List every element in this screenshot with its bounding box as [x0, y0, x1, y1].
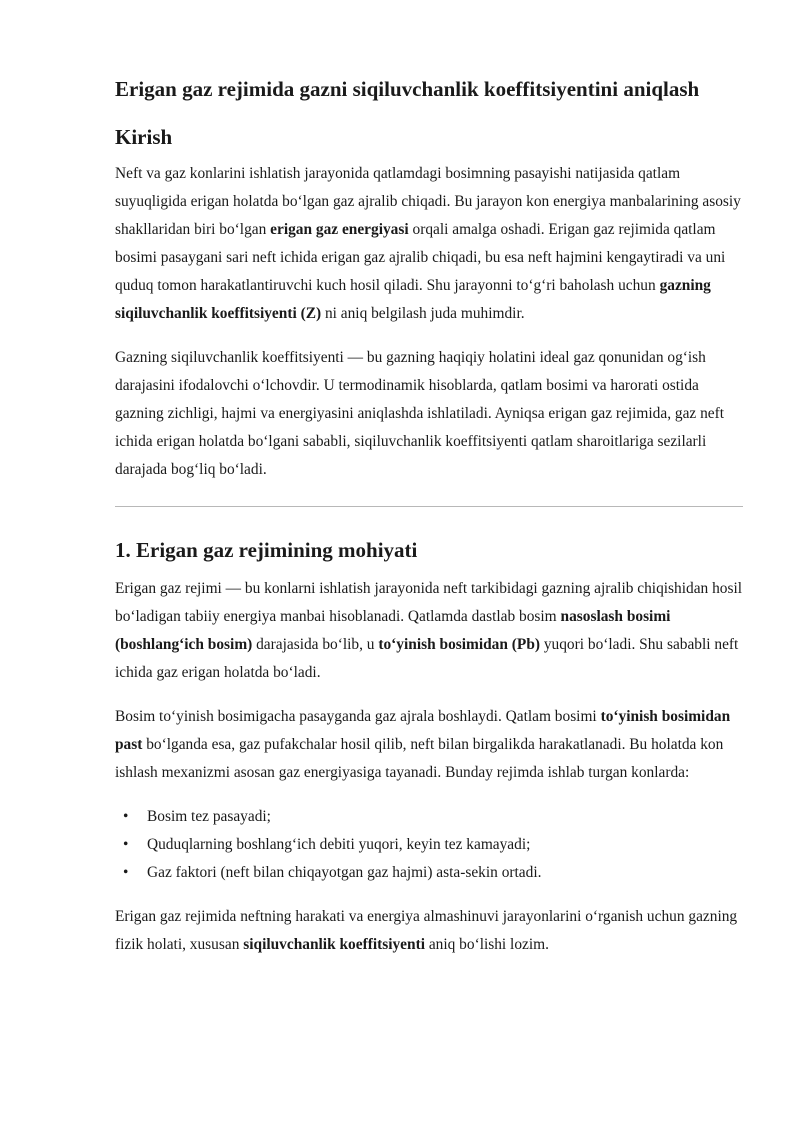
bold-term: gazning siqiluvchanlik koeffitsiyenti (Z)	[115, 277, 711, 322]
section-divider	[115, 506, 743, 507]
bold-term: to‘yinish bosimidan (Pb)	[378, 636, 540, 653]
text-run: Neft va gaz konlarini ishlatish jarayonida qatlamdagi bosimning pasayishi natijasida qatlam suyuqligida erigan holatda bo‘lgan gaz ajralib chiqadi. Bu jarayon kon energiya manbalarining asosiy shakllaridan biri bo‘lgan	[115, 165, 741, 238]
bold-term: siqiluvchanlik koeffitsiyenti	[243, 936, 425, 953]
section-1-heading: 1. Erigan gaz rejimining mohiyati	[115, 538, 418, 562]
bullet-icon: •	[123, 808, 129, 825]
bullet-icon: •	[123, 836, 129, 853]
text-run: Erigan gaz rejimi — bu konlarni ishlatish jarayonida neft tarkibidagi gazning ajralib chiqishidan hosil bo‘ladigan tabiiy energiya manbai hisoblanadi. Qatlamda dastlab bosim	[115, 580, 743, 625]
bold-term: erigan gaz energiyasi	[270, 221, 409, 238]
text-run: darajasida bo‘lib, u	[252, 636, 379, 653]
bold-term: to‘yinish bosimidan past	[115, 708, 731, 753]
section-1-paragraph-1	[115, 575, 743, 687]
text-run: Bosim to‘yinish bosimigacha pasayganda gaz ajrala boshlaydi. Qatlam bosimi	[115, 708, 601, 725]
section-1-paragraph-2	[115, 703, 743, 787]
text-run: orqali amalga oshadi. Erigan gaz rejimida qatlam bosimi pasaygani sari neft ichida erigan gaz ajralib chiqadi, bu esa neft hajmini kengaytiradi va uni quduq tomon harakatlantiruvchi kuch hosil qiladi. Shu jarayonni to‘g‘ri baholash uchun	[115, 221, 726, 294]
bullet-icon: •	[123, 864, 129, 881]
bold-term: nasoslash bosimi (boshlang‘ich bosim)	[115, 608, 671, 653]
text-run: bo‘lganda esa, gaz pufakchalar hosil qilib, neft bilan birgalikda harakatlanadi. Bu holatda kon ishlash mexanizmi asosan gaz energiyasiga tayanadi. Bunday rejimda ishlab turgan konlarda:	[115, 736, 724, 781]
section-1-paragraph-3	[115, 903, 743, 959]
intro-paragraph-1	[115, 160, 743, 328]
intro-paragraph-2: Gazning siqiluvchanlik koeffitsiyenti — bu gazning haqiqiy holatini ideal gaz qonunidan og‘ish darajasini ifodalovchi o‘lchovdir. U termodinamik hisoblarda, qatlam bosimi va harorati ostida gazning zichligi, hajmi va energiyasini aniqlashda ishlatiladi. Ayniqsa erigan gaz rejimida, gaz neft ichida erigan holatda bo‘lgani sababli, siqiluvchanlik koeffitsiyenti qatlam sharoitlariga sezilarli darajada bog‘liq bo‘ladi.	[115, 349, 725, 478]
list-item-text: Bosim tez pasayadi;	[147, 808, 271, 825]
bullet-list	[115, 803, 743, 887]
document-title: Erigan gaz rejimida gazni siqiluvchanlik koeffitsiyentini aniqlash	[115, 77, 700, 101]
list-item	[123, 859, 743, 887]
list-item-text: Quduqlarning boshlang‘ich debiti yuqori, keyin tez kamayadi;	[147, 836, 531, 853]
list-item-text: Gaz faktori (neft bilan chiqayotgan gaz hajmi) asta-sekin ortadi.	[147, 864, 542, 881]
list-item	[123, 803, 743, 831]
text-run: Erigan gaz rejimida neftning harakati va energiya almashinuvi jarayonlarini o‘rganish uchun gazning fizik holati, xususan	[115, 908, 738, 953]
intro-heading: Kirish	[115, 125, 173, 149]
text-run: ni aniq belgilash juda muhimdir.	[321, 305, 525, 322]
text-run: aniq bo‘lishi lozim.	[424, 936, 549, 953]
document-page	[115, 72, 743, 975]
list-item	[123, 831, 743, 859]
text-run: yuqori bo‘ladi. Shu sababli neft ichida gaz erigan holatda bo‘ladi.	[115, 636, 739, 681]
